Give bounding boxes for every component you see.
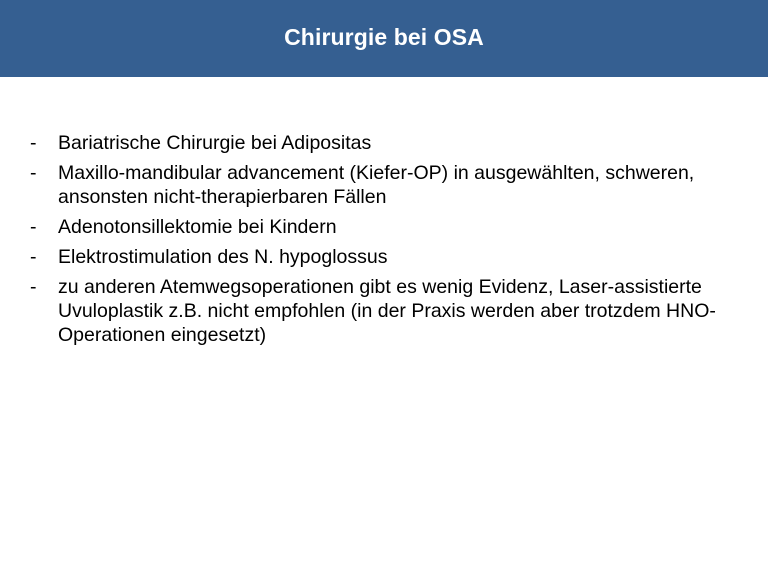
- bullet-list: [30, 131, 750, 353]
- bullet-dash: -: [30, 162, 37, 184]
- bullet-dash: -: [30, 216, 37, 238]
- slide-title: Chirurgie bei OSA: [284, 24, 484, 50]
- bullet-dash: -: [30, 276, 37, 298]
- bullet-item-bariatric-surgery: [30, 131, 750, 155]
- bullet-text: Bariatrische Chirurgie bei Adipositas: [58, 132, 372, 154]
- bullet-dash: -: [30, 246, 37, 268]
- bullet-item-adenotonsillectomy: [30, 215, 750, 239]
- bullet-text: zu anderen Atemwegsoperationen gibt es wenig Evidenz, Laser-assistierte Uvuloplastik z.B. nicht empfohlen (in der Praxis werden aber trotzdem HNO-Operationen eingesetzt): [58, 276, 716, 346]
- bullet-text: Maxillo-mandibular advancement (Kiefer-OP) in ausgewählten, schweren, ansonsten nicht-therapierbaren Fällen: [58, 162, 695, 208]
- bullet-item-maxillo-mandibular: [30, 161, 750, 209]
- bullet-text: Adenotonsillektomie bei Kindern: [58, 216, 337, 238]
- bullet-item-other-airway-operations: [30, 275, 750, 347]
- bullet-item-electrostimulation: [30, 245, 750, 269]
- bullet-dash: -: [30, 132, 37, 154]
- title-bar: [0, 0, 768, 77]
- bullet-text: Elektrostimulation des N. hypoglossus: [58, 246, 388, 268]
